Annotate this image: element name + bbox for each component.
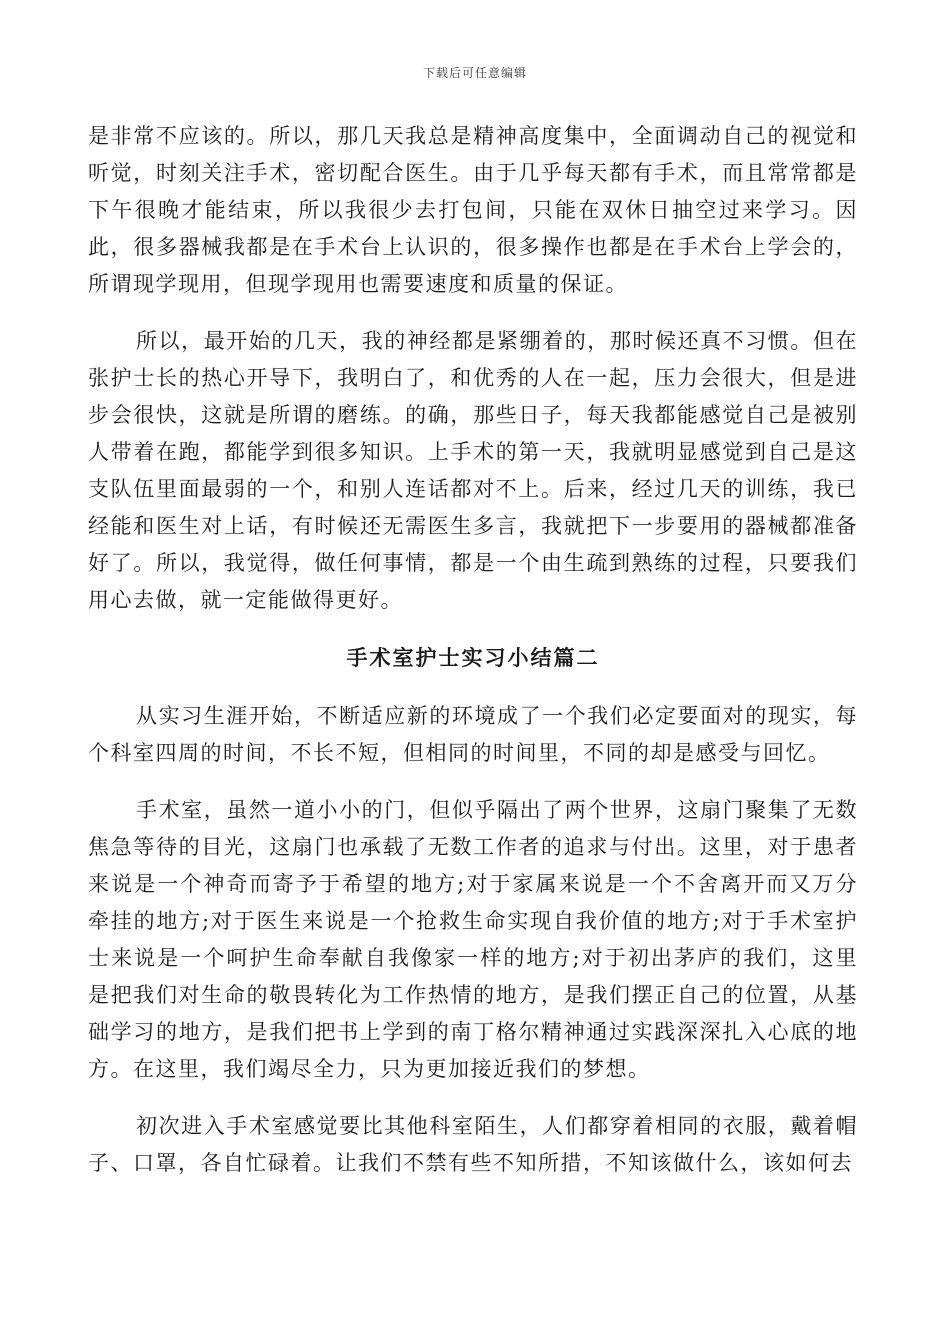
paragraph-1: 是非常不应该的。所以，那几天我总是精神高度集中，全面调动自己的视觉和听觉，时刻关注手术，密切配合医生。由于几乎每天都有手术，而且常常都是下午很晚才能结束，所以我很少去打包间，只能在双休日抽空过来学习。因此，很多器械我都是在手术台上认识的，很多操作也都是在手术台上学会的，所谓现学现用，但现学现用也需要速度和质量的保证。 bbox=[88, 124, 858, 296]
paragraph-4: 手术室，虽然一道小小的门，但似乎隔出了两个世界，这扇门聚集了无数焦急等待的目光，这扇门也承载了无数工作者的追求与付出。这里，对于患者来说是一个神奇而寄予于希望的地方;对于家属来说是一个不舍离开而又万分牵挂的地方;对于医生来说是一个抢救生命实现自我价值的地方;对于手术室护士来说是一个呵护生命奉献自我像家一样的地方;对于初出茅庐的我们，这里是把我们对生命的敬畏转化为工作热情的地方，是我们摆正自己的位置，从基础学习的地方，是我们把书上学到的南丁格尔精神通过实践深深扎入心底的地方。在这里，我们竭尽全力，只为更加接近我们的梦想。 bbox=[88, 798, 858, 1081]
document-body bbox=[88, 118, 858, 1202]
paragraph-3: 从实习生涯开始，不断适应新的环境成了一个我们必定要面对的现实，每个科室四周的时间，不长不短，但相同的时间里，不同的却是感受与回忆。 bbox=[88, 704, 858, 765]
page-header: 下载后可任意编辑 bbox=[422, 66, 527, 80]
paragraph-5: 初次进入手术室感觉要比其他科室陌生，人们都穿着相同的衣服，戴着帽子、口罩，各自忙碌着。让我们不禁有些不知所措，不知该做什么，该如何去 bbox=[88, 1114, 858, 1175]
paragraph-2: 所以，最开始的几天，我的神经都是紧绷着的，那时候还真不习惯。但在张护士长的热心开导下，我明白了，和优秀的人在一起，压力会很大，但是进步会很快，这就是所谓的磨练。的确，那些日子，每天我都能感觉自己是被别人带着在跑，都能学到很多知识。上手术的第一天，我就明显感觉到自己是这支队伍里面最弱的一个，和别人连话都对不上。后来，经过几天的训练，我已经能和医生对上话，有时候还无需医生多言，我就把下一步要用的器械都准备好了。所以，我觉得，做任何事情，都是一个由生疏到熟练的过程，只要我们用心去做，就一定能做得更好。 bbox=[88, 329, 858, 612]
section-title: 手术室护士实习小结篇二 bbox=[346, 645, 600, 670]
